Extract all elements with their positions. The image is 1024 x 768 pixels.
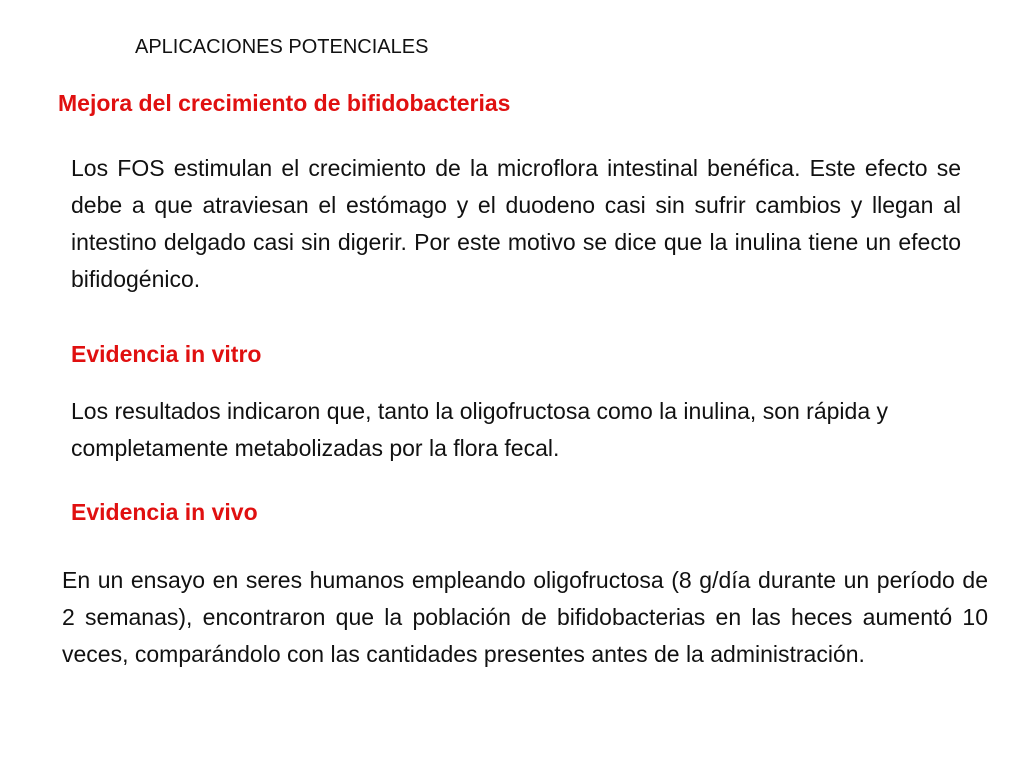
section-text-in-vitro: Los resultados indicaron que, tanto la oligofructosa como la inulina, son rápida y completamente metabolizadas por la flora fecal. [71, 398, 888, 461]
section-heading-in-vivo: Evidencia in vivo [71, 499, 258, 525]
section-text-in-vivo: En un ensayo en seres humanos empleando oligofructosa (8 g/día durante un período de 2 semanas), encontraron que la población de bifidobacterias en las heces aumentó 10 veces, comparándolo con las cantidades presentes antes de la administración. [62, 567, 988, 667]
section-heading-bifidobacterias: Mejora del crecimiento de bifidobacterias [58, 90, 511, 116]
section-heading-in-vitro: Evidencia in vitro [71, 341, 262, 367]
slide-title: APLICACIONES POTENCIALES [135, 36, 429, 58]
section-text-bifidobacterias: Los FOS estimulan el crecimiento de la microflora intestinal benéfica. Este efecto se debe a que atraviesan el estómago y el duodeno casi sin sufrir cambios y llegan al intestino delgado casi sin digerir. Por este motivo se dice que la inulina tiene un efecto bifidogénico. [71, 155, 961, 292]
